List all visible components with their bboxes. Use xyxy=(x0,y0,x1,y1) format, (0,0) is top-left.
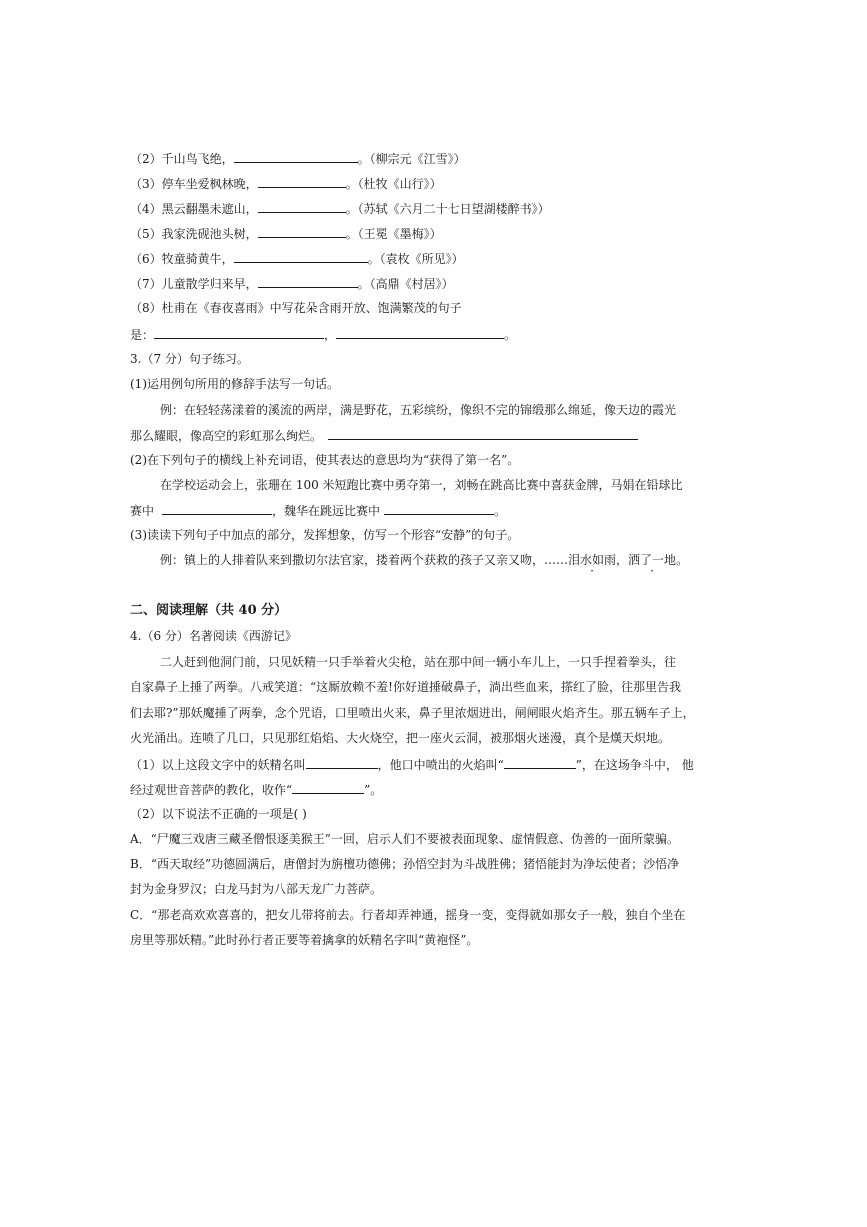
answer-blank[interactable] xyxy=(162,502,272,515)
q3-example2-line2: 赛中 ，魏华在跳远比赛中 。 xyxy=(130,504,507,518)
poem-line-5: （5）我家洗砚池头树， 。（王冕《墨梅》） xyxy=(130,227,442,241)
q3-part3: (3)读读下列句子中加点的部分，发挥想象，仿写一个形容“安静”的句子。 xyxy=(130,528,520,542)
q4-heading: 4.（6 分）名著阅读《西游记》 xyxy=(130,629,297,643)
answer-blank[interactable] xyxy=(234,150,358,163)
q3-part2: (2)在下列句子的横线上补充词语，使其表达的意思均为“获得了第一名”。 xyxy=(130,453,520,467)
answer-blank[interactable] xyxy=(258,175,346,188)
q4-sub2: （2）以下说法不正确的一项是( ) xyxy=(130,807,307,821)
option-a: A．“尸魔三戏唐三藏圣僧恨逐美猴王”一回，启示人们不要被表面现象、虚情假意、伪善的一面所蒙骗。 xyxy=(130,832,679,846)
q4-passage-line: 火光涌出。连喷了几口，只见那红焰焰、大火烧空，把一座火云洞，被那烟火迷漫，真个是熯天炽地。 xyxy=(130,731,671,745)
q4-passage-line: 们去耶?”那妖魔捶了两拳，念个咒语，口里喷出火来，鼻子里浓烟迸出，闸闸眼火焰齐生。那五辆车子上， xyxy=(130,706,695,720)
answer-blank[interactable] xyxy=(328,427,638,440)
answer-blank[interactable] xyxy=(384,502,494,515)
poem-line-6: （6）牧童骑黄牛， 。（袁枚《所见》） xyxy=(130,252,464,266)
section-title: 二、阅读理解（共 40 分） xyxy=(130,603,288,618)
q3-part1: (1)运用例句所用的修辞手法写一句话。 xyxy=(130,377,339,391)
option-b: B．“西天取经”功德圆满后，唐僧封为旃檀功德佛；孙悟空封为斗战胜佛；猪悟能封为净坛使者；沙悟净 xyxy=(130,857,680,871)
q4-sub1-cont: 经过观世音菩萨的教化，收作“ ”。 xyxy=(130,783,383,797)
poem-line-2: （2）千山鸟飞绝， 。（柳宗元《江雪》） xyxy=(130,152,466,166)
answer-blank[interactable] xyxy=(234,250,368,263)
poem-line-8-answer: 是： ， 。 xyxy=(130,328,517,342)
q4-passage-line: 自家鼻子上捶了两拳。八戒笑道：“这厮放赖不羞!你好道捶破鼻子，淌出些血来，搽红了脸，往那里告我 xyxy=(130,680,681,694)
option-b-cont: 封为金身罗汉；白龙马封为八部天龙广力菩萨。 xyxy=(130,882,383,896)
poem-line-4: （4）黑云翻墨未遮山， 。（苏轼《六月二十七日望湖楼醉书》） xyxy=(130,202,550,216)
answer-blank[interactable] xyxy=(258,275,358,288)
answer-blank[interactable] xyxy=(336,326,504,339)
q3-example2-line1: 在学校运动会上，张珊在 100 米短跑比赛中勇夺第一，刘畅在跳高比赛中喜获金牌，马娟在铅球比 xyxy=(160,478,683,492)
q3-example1-line2: 那么耀眼，像高空的彩虹那么绚烂。 xyxy=(130,427,638,444)
dotted-phrase: 洒了一地 xyxy=(628,553,677,567)
poem-line-3: （3）停车坐爱枫林晚， 。（杜牧《山行》） xyxy=(130,177,442,191)
answer-blank[interactable] xyxy=(154,326,324,339)
q3-example3: 例：镇上的人排着队来到撒切尔法官家，搂着两个获救的孩子又亲又吻，……泪水如雨，洒了一地。 xyxy=(160,553,689,567)
answer-blank[interactable] xyxy=(258,200,346,213)
poem-line-7: （7）儿童散学归来早， 。（高鼎《村居》） xyxy=(130,277,454,291)
q4-sub1: （1）以上这段文字中的妖精名叫 ，他口中喷出的火焰叫“ ”，在这场争斗中， 他 xyxy=(130,758,694,772)
answer-blank[interactable] xyxy=(504,756,576,769)
answer-blank[interactable] xyxy=(292,781,364,794)
q4-passage-line: 二人赶到他洞门前，只见妖精一只手举着火尖枪，站在那中间一辆小车儿上，一只手捏着拳头，往 xyxy=(160,655,677,669)
q3-example1-line1: 例：在轻轻荡漾着的溪流的两岸，满是野花，五彩缤纷，像织不完的锦缎那么绵延，像天边的霞光 xyxy=(160,403,677,417)
dotted-phrase: 泪水如雨 xyxy=(568,553,617,567)
answer-blank[interactable] xyxy=(306,756,378,769)
option-c: C．“那老高欢欢喜喜的，把女儿带将前去。行者却弄神通，摇身一变，变得就如那女子一般，独自个坐在 xyxy=(130,908,686,922)
option-c-cont: 房里等那妖精。”此时孙行者正要等着擒拿的妖精名字叫“黄袍怪”。 xyxy=(130,933,479,947)
q3-heading: 3.（7 分）句子练习。 xyxy=(130,352,249,366)
answer-blank[interactable] xyxy=(258,225,346,238)
poem-line-8: （8）杜甫在《春夜喜雨》中写花朵含雨开放、饱满繁茂的句子 xyxy=(130,301,462,315)
